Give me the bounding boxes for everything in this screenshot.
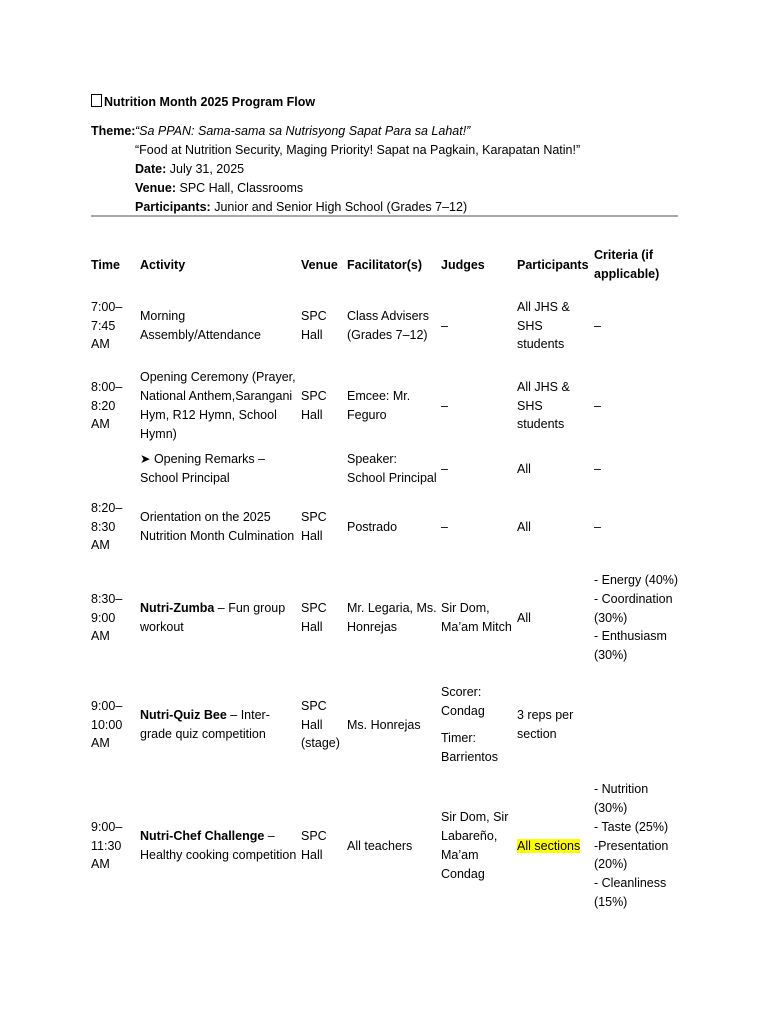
square-glyph-icon (91, 94, 102, 107)
cell-criteria (592, 776, 681, 916)
criteria-item: - Taste (25%) (594, 819, 669, 834)
activity-name: Nutri-Zumba (140, 601, 215, 616)
criteria-item: - Energy (40%) (594, 573, 679, 587)
activity-name: Nutri-Quiz Bee (140, 708, 227, 723)
venue-label: Venue: (135, 181, 176, 195)
judge-timer: Timer: Barrientos (441, 731, 498, 764)
cell-participants: 3 reps per section (517, 708, 574, 741)
criteria-item: - Nutrition (30%) (594, 782, 649, 815)
activity-description: – Fun group workout (140, 601, 286, 634)
cell-activity (138, 674, 299, 776)
cell-judges: – (441, 318, 448, 333)
cell-judges (439, 674, 515, 776)
cell-activity: ➤ Opening Remarks – School Principal (140, 452, 266, 485)
cell-criteria (592, 562, 681, 674)
cell-activity: Orientation on the 2025 Nutrition Month Culmination (140, 510, 295, 543)
cell-facilitator: Speaker: School Principal (347, 452, 437, 485)
cell-facilitator: Ms. Honrejas (347, 717, 421, 732)
cell-activity: Opening Ceremony (Prayer, National Anthem,Sarangani Hym, R12 Hymn, School Hymn) (140, 370, 296, 441)
cell-venue: SPC Hall (301, 510, 327, 543)
cell-time: 8:30–9:00 AM (91, 591, 123, 644)
cell-activity (138, 562, 299, 674)
table-header-row (89, 244, 681, 286)
criteria-item: - Cleanliness (15%) (594, 876, 667, 909)
table-row (89, 366, 681, 446)
table-row (89, 492, 681, 562)
cell-venue: SPC Hall (301, 829, 327, 862)
title-text: Nutrition Month 2025 Program Flow (104, 95, 316, 109)
criteria-item: - Enthusiasm (30%) (594, 629, 667, 663)
cell-time: 9:00–11:30 AM (91, 819, 123, 872)
header-judges: Judges (441, 257, 485, 272)
cell-venue: SPC Hall (301, 601, 327, 634)
participants-label: Participants: (135, 200, 211, 214)
cell-participants: All JHS & SHS students (517, 379, 570, 432)
date-label: Date: (135, 162, 167, 176)
cell-judges: Sir Dom, Ma’am Mitch (441, 601, 512, 634)
cell-criteria (592, 674, 681, 776)
table-row (89, 562, 681, 674)
cell-judges: Sir Dom, Sir Labareño, Ma’am Condag (441, 810, 509, 881)
cell-participants: All (517, 610, 531, 625)
activity-description: – Healthy cooking competition (140, 829, 297, 862)
cell-activity: Morning Assembly/Attendance (140, 309, 261, 342)
participants-value: Junior and Senior High School (Grades 7–12) (214, 200, 468, 214)
table-row (89, 286, 681, 366)
cell-venue: SPC Hall (301, 389, 327, 422)
cell-facilitator: Mr. Legaria, Ms. Honrejas (347, 601, 437, 634)
criteria-item: -Presentation (20%) (594, 838, 669, 872)
header-time: Time (91, 257, 120, 272)
cell-criteria: – (594, 398, 601, 413)
cell-participants: All (517, 519, 531, 534)
table-row (89, 776, 681, 916)
highlighted-participants: All sections (517, 838, 581, 853)
cell-facilitator: All teachers (347, 838, 413, 853)
theme-line-1: “Sa PPAN: Sama-sama sa Nutrisyong Sapat Para sa Lahat!” (135, 124, 471, 138)
venue-value: SPC Hall, Classrooms (179, 181, 304, 195)
theme-line-2: “Food at Nutrition Security, Maging Priority! Sapat na Pagkain, Karapatan Natin!” (135, 143, 581, 157)
header-participants: Participants (517, 257, 589, 272)
program-table (89, 244, 681, 916)
cell-criteria: – (594, 318, 601, 333)
cell-venue (299, 446, 345, 492)
header-criteria: Criteria (if applicable) (594, 248, 660, 281)
activity-name: Nutri-Chef Challenge (140, 829, 265, 844)
cell-time: 9:00–10:00 AM (91, 698, 123, 751)
judge-scorer: Scorer: Condag (441, 685, 485, 719)
cell-judges: – (441, 398, 448, 413)
date-value: July 31, 2025 (169, 162, 245, 176)
cell-facilitator: Emcee: Mr. Feguro (347, 389, 411, 422)
table-row (89, 446, 681, 492)
cell-criteria: – (594, 461, 601, 476)
cell-criteria: – (594, 519, 601, 534)
cell-activity (138, 776, 299, 916)
header-venue: Venue (301, 257, 338, 272)
cell-participants: All JHS & SHS students (517, 299, 570, 352)
cell-time (89, 446, 138, 492)
cell-time: 8:20–8:30 AM (91, 500, 123, 553)
header-activity: Activity (140, 257, 186, 272)
theme-label: Theme: (91, 124, 136, 138)
horizontal-divider (91, 215, 678, 217)
cell-judges: – (441, 461, 448, 476)
cell-time: 8:00–8:20 AM (91, 379, 123, 432)
cell-participants (515, 776, 592, 916)
cell-venue: SPC Hall (stage) (301, 698, 340, 751)
cell-participants: All (517, 461, 531, 476)
header-facilitator: Facilitator(s) (347, 257, 423, 272)
document-title (91, 94, 315, 109)
cell-judges: – (441, 519, 448, 534)
table-row (89, 674, 681, 776)
cell-facilitator: Postrado (347, 519, 398, 534)
cell-facilitator: Class Advisers (Grades 7–12) (347, 309, 429, 342)
cell-time: 7:00–7:45 AM (91, 299, 123, 352)
criteria-item: - Coordination (30%) (594, 591, 673, 625)
activity-description: – Inter-grade quiz competition (140, 708, 270, 741)
cell-venue: SPC Hall (301, 309, 327, 342)
